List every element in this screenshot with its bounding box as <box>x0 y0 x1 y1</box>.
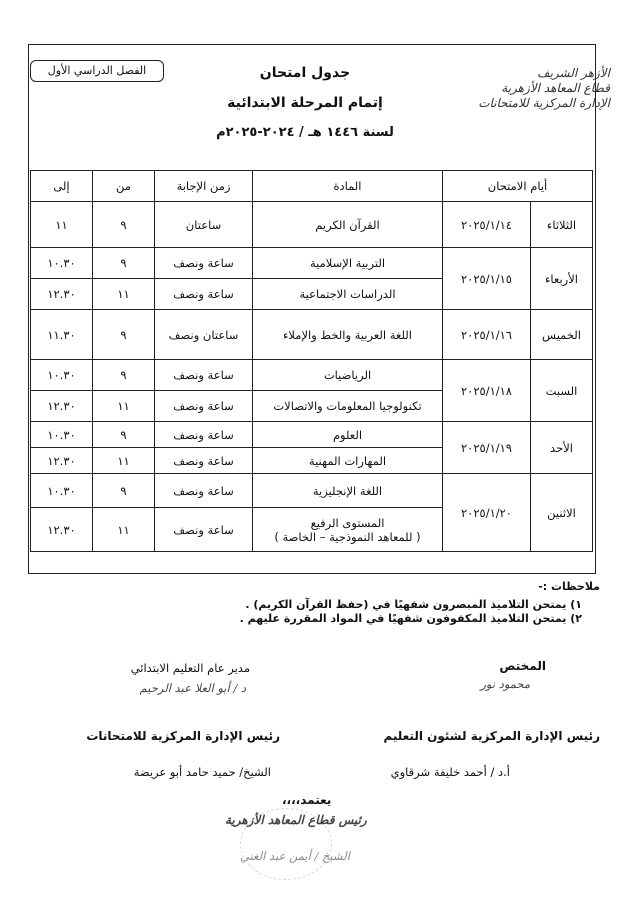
duration-cell: ساعتان <box>155 202 253 248</box>
notes-section <box>40 580 600 626</box>
org-line-2: قطاع المعاهد الأزهرية <box>501 81 610 95</box>
org-line-3: الإدارة المركزية للامتحانات <box>478 96 610 110</box>
duration-cell: ساعة ونصف <box>155 248 253 279</box>
sector-head-title: رئيس قطاع المعاهد الأزهرية <box>225 813 367 827</box>
title-line-3: لسنة ١٤٤٦ هـ / ٢٠٢٤-٢٠٢٥م <box>216 125 394 140</box>
day-cell: الأحد <box>531 422 593 474</box>
day-cell: الثلاثاء <box>531 202 593 248</box>
from-cell: ١١ <box>93 508 155 552</box>
duration-cell: ساعة ونصف <box>155 448 253 474</box>
exam-schedule-table <box>30 170 593 552</box>
day-cell: الخميس <box>531 310 593 360</box>
title-line-1: جدول امتحان <box>259 65 351 81</box>
date-cell: ٢٠٢٥/١/١٦ <box>443 310 531 360</box>
duration-cell: ساعة ونصف <box>155 422 253 448</box>
subject-cell: القرآن الكريم <box>253 202 443 248</box>
document-title <box>180 58 430 148</box>
to-cell: ١٢.٣٠ <box>31 448 93 474</box>
from-cell: ٩ <box>93 474 155 508</box>
to-cell: ١٢.٣٠ <box>31 279 93 310</box>
note-item: ٢) يمتحن التلاميذ المكفوفون شفهيًا في المواد المقررة عليهم . <box>239 612 582 625</box>
from-cell: ١١ <box>93 448 155 474</box>
table-row <box>31 474 593 508</box>
from-cell: ٩ <box>93 310 155 360</box>
notes-title: ملاحظات :- <box>538 580 600 593</box>
subject-cell: اللغة الإنجليزية <box>253 474 443 508</box>
to-cell: ١١ <box>31 202 93 248</box>
to-cell: ١٠.٣٠ <box>31 422 93 448</box>
duration-cell: ساعة ونصف <box>155 391 253 422</box>
semester-badge: الفصل الدراسي الأول <box>30 60 164 82</box>
exams-head-title: رئيس الإدارة المركزية للامتحانات <box>86 729 280 743</box>
to-cell: ١٠.٣٠ <box>31 360 93 391</box>
duration-cell: ساعة ونصف <box>155 360 253 391</box>
from-cell: ٩ <box>93 422 155 448</box>
organization-header <box>450 66 610 111</box>
title-line-2: إتمام المرحلة الابتدائية <box>227 95 383 111</box>
table-row <box>31 202 593 248</box>
to-cell: ١٠.٣٠ <box>31 248 93 279</box>
education-head-title: رئيس الإدارة المركزية لشئون التعليم <box>383 729 600 743</box>
from-cell: ١١ <box>93 279 155 310</box>
date-cell: ٢٠٢٥/١/٢٠ <box>443 474 531 552</box>
day-cell: الأربعاء <box>531 248 593 310</box>
header-to: إلى <box>31 171 93 202</box>
from-cell: ٩ <box>93 202 155 248</box>
header-days: أيام الامتحان <box>443 171 593 202</box>
date-cell: ٢٠٢٥/١/١٤ <box>443 202 531 248</box>
day-cell: الاثنين <box>531 474 593 552</box>
table-row <box>31 422 593 448</box>
approval-label: يعتمد،،،، <box>282 793 332 807</box>
subject-cell: الرياضيات <box>253 360 443 391</box>
subject-line: المستوى الرفيع <box>310 515 385 530</box>
director-title: مدير عام التعليم الابتدائي <box>130 661 250 675</box>
from-cell: ٩ <box>93 360 155 391</box>
date-cell: ٢٠٢٥/١/١٩ <box>443 422 531 474</box>
subject-cell: التربية الإسلامية <box>253 248 443 279</box>
subject-cell <box>253 508 443 552</box>
table-row <box>31 360 593 391</box>
day-cell: السبت <box>531 360 593 422</box>
subject-cell: العلوم <box>253 422 443 448</box>
header-from: من <box>93 171 155 202</box>
director-name: د / أبو العلا عبد الرحيم <box>139 681 246 695</box>
subject-cell: تكنولوجيا المعلومات والاتصالات <box>253 391 443 422</box>
table-header-row <box>31 171 593 202</box>
duration-cell: ساعتان ونصف <box>155 310 253 360</box>
to-cell: ١٢.٣٠ <box>31 391 93 422</box>
specialist-signature: محمود نور <box>480 677 530 691</box>
date-cell: ٢٠٢٥/١/١٥ <box>443 248 531 310</box>
to-cell: ١١.٣٠ <box>31 310 93 360</box>
subject-cell: اللغة العربية والخط والإملاء <box>253 310 443 360</box>
from-cell: ١١ <box>93 391 155 422</box>
to-cell: ١٠.٣٠ <box>31 474 93 508</box>
note-item: ١) يمتحن التلاميذ المبصرون شفهيًا في (حفظ القرآن الكريم) . <box>245 598 582 611</box>
org-line-1: الأزهر الشريف <box>537 66 610 80</box>
from-cell: ٩ <box>93 248 155 279</box>
subject-note: ( للمعاهد النموذجية – الخاصة ) <box>274 529 421 544</box>
subject-cell: المهارات المهنية <box>253 448 443 474</box>
education-head-name: أ.د / أحمد خليفة شرقاوي <box>390 765 510 779</box>
to-cell: ١٢.٣٠ <box>31 508 93 552</box>
duration-cell: ساعة ونصف <box>155 279 253 310</box>
duration-cell: ساعة ونصف <box>155 508 253 552</box>
table-row <box>31 248 593 279</box>
exams-head-name: الشيخ/ حميد حامد أبو عريضة <box>133 765 271 779</box>
table-row <box>31 310 593 360</box>
date-cell: ٢٠٢٥/١/١٨ <box>443 360 531 422</box>
header-duration: زمن الإجابة <box>155 171 253 202</box>
specialist-title: المختص <box>499 659 546 673</box>
subject-cell: الدراسات الاجتماعية <box>253 279 443 310</box>
sector-head-name: الشيخ / أيمن عبد الغني <box>240 849 350 863</box>
duration-cell: ساعة ونصف <box>155 474 253 508</box>
header-subject: المادة <box>253 171 443 202</box>
